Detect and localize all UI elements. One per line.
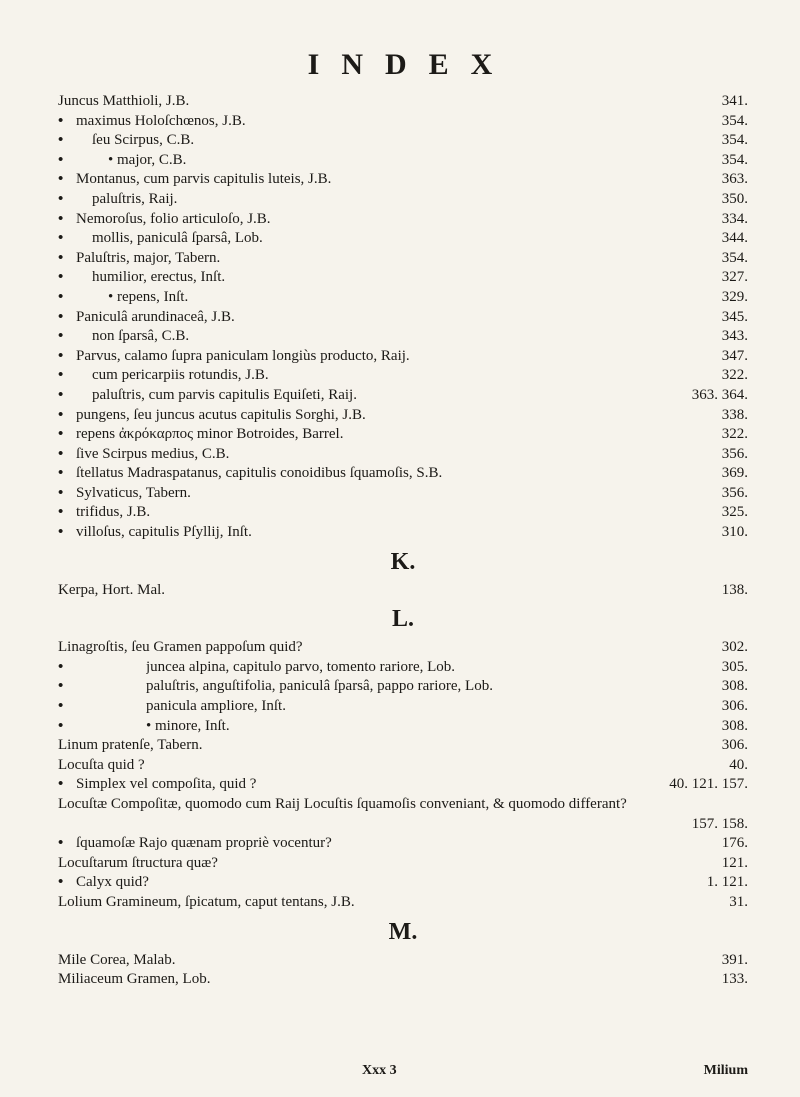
index-entry (58, 112, 748, 132)
page-reference: 176. (721, 835, 748, 852)
index-entry (58, 736, 748, 756)
page-reference: 306. (721, 737, 748, 754)
entry-text: Paniculâ arundinaceâ, J.B. (76, 308, 235, 325)
index-entry (58, 523, 748, 543)
entry-text: juncea alpina, capitulo parvo, tomento rariore, Lob. (146, 658, 456, 675)
entry-text: Sylvaticus, Tabern. (76, 484, 191, 501)
entry-text: Mile Corea, Malab. (58, 951, 176, 968)
page-reference: 363. (721, 171, 748, 188)
ditto-mark: • (58, 151, 64, 168)
entry-text: Simplex vel compoſita, quid ? (76, 776, 257, 793)
page-reference: 40. 121. 157. (669, 776, 748, 793)
entry-text: paluſtris, Raij. (92, 190, 178, 207)
ditto-mark: • (58, 465, 64, 482)
index-entry (58, 970, 748, 990)
entry-text: Kerpa, Hort. Mal. (58, 581, 166, 598)
page-title: INDEX (307, 48, 515, 81)
index-entry (58, 308, 748, 328)
index-entry (58, 151, 748, 171)
entry-text: Locuſtarum ſtructura quæ? (58, 854, 218, 871)
index-entry (58, 658, 748, 678)
entry-text: Locuſtæ Compoſitæ, quomodo cum Raij Locuſtis ſquamoſis conveniant, & quomodo differant? (58, 796, 627, 812)
index-entry (58, 756, 748, 776)
page-reference: 308. (721, 678, 748, 695)
ditto-mark: • (58, 504, 64, 521)
section-letter: K. (390, 548, 416, 575)
page-reference: 306. (721, 698, 748, 715)
ditto-mark: • (58, 835, 64, 852)
ditto-mark: • (58, 386, 64, 403)
entry-text: Paluſtris, major, Tabern. (76, 249, 221, 266)
ditto-mark: • (58, 524, 64, 541)
index-entry (58, 327, 748, 347)
page-reference: 356. (721, 484, 748, 501)
entry-text: paluſtris, anguſtifolia, paniculâ ſparsâ, pappo rariore, Lob. (146, 678, 493, 695)
index-entry (58, 229, 748, 249)
page-reference: 305. (721, 658, 748, 675)
ditto-mark: • (58, 132, 64, 149)
entry-text: Miliaceum Gramen, Lob. (58, 971, 211, 988)
ditto-mark: • (58, 347, 64, 364)
page-reference: 391. (721, 951, 748, 968)
signature-mark: Xxx 3 (362, 1063, 397, 1078)
index-entry (58, 854, 748, 874)
page-reference: 133. (721, 971, 748, 988)
ditto-mark: • (58, 190, 64, 207)
index-entry (58, 464, 748, 484)
page-reference: 138. (721, 581, 748, 598)
page-reference: 354. (721, 112, 748, 129)
index-entry (58, 425, 748, 445)
ditto-mark: • (58, 698, 64, 715)
entry-text: Lolium Gramineum, ſpicatum, caput tentans, J.B. (58, 893, 355, 910)
page-reference: 325. (721, 504, 748, 521)
ditto-mark: • (58, 230, 64, 247)
page-reference: 341. (721, 93, 748, 109)
ditto-mark: • (58, 210, 64, 227)
entry-text: mollis, paniculâ ſparsâ, Lob. (92, 230, 263, 247)
ditto-mark: • (58, 112, 64, 129)
index-entry (58, 131, 748, 151)
index-entry (58, 775, 748, 795)
ditto-mark: • (58, 874, 64, 891)
entry-text: humilior, erectus, Inſt. (92, 269, 226, 286)
page-reference: 354. (721, 151, 748, 168)
index-entry (58, 677, 748, 697)
page-reference: 334. (721, 210, 748, 227)
entry-text: maximus Holoſchœnos, J.B. (76, 112, 246, 129)
index-entry (58, 697, 748, 717)
page-reference: 322. (721, 426, 748, 443)
ditto-mark: • (58, 249, 64, 266)
page-reference: 121. (721, 854, 748, 871)
index-entry (58, 406, 748, 426)
index-entry (58, 951, 748, 971)
index-entry (58, 92, 748, 112)
entry-text: • major, C.B. (108, 151, 187, 168)
catchword: Milium (703, 1063, 748, 1078)
index-entry (58, 484, 748, 504)
page-reference: 369. (721, 465, 748, 482)
page-reference: 310. (721, 524, 748, 541)
index-entry (58, 347, 748, 367)
index-entry (58, 445, 748, 465)
page-reference: 354. (721, 249, 748, 266)
entry-text: Juncus Matthioli, J.B. (58, 93, 190, 109)
ditto-mark: • (58, 171, 64, 188)
page-footer (0, 1061, 800, 1081)
page-reference: 363. 364. (691, 386, 748, 403)
page-reference: 1. 121. (706, 874, 748, 891)
index-entry (58, 268, 748, 288)
entry-text: trifidus, J.B. (76, 504, 151, 521)
entry-text: Nemoroſus, folio articuloſo, J.B. (76, 210, 271, 227)
entry-text: non ſparsâ, C.B. (92, 328, 190, 345)
entry-text: Montanus, cum parvis capitulis luteis, J.B. (76, 171, 332, 188)
entry-text: villoſus, capitulis Pſyllij, Inſt. (76, 524, 252, 541)
entry-text: ſquamoſæ Rajo quænam propriè vocentur? (76, 835, 332, 852)
index-entry (58, 581, 748, 601)
page-reference: 329. (721, 288, 748, 305)
entry-text: ſtellatus Madraspatanus, capitulis conoidibus ſquamoſis, S.B. (76, 465, 443, 482)
entry-text: cum pericarpiis rotundis, J.B. (92, 367, 269, 384)
page-reference: 40. (729, 756, 748, 773)
entry-text: Locuſta quid ? (58, 756, 145, 773)
ditto-mark: • (58, 484, 64, 501)
page-reference: 308. (721, 717, 748, 734)
page-reference: 354. (721, 132, 748, 149)
index-entry (58, 893, 748, 913)
entry-text: pungens, ſeu juncus acutus capitulis Sorghi, J.B. (76, 406, 366, 423)
index-entry (58, 717, 748, 737)
ditto-mark: • (58, 406, 64, 423)
ditto-mark: • (58, 776, 64, 793)
index-entry (58, 249, 748, 269)
entry-text: ſive Scirpus medius, C.B. (76, 445, 230, 462)
entry-text: Linum pratenſe, Tabern. (58, 737, 203, 754)
index-entry (58, 386, 748, 406)
ditto-mark: • (58, 308, 64, 325)
index-entry (58, 815, 748, 835)
index-entry (58, 366, 748, 386)
entry-text: Linagroſtis, ſeu Gramen pappoſum quid? (58, 639, 303, 656)
entry-text: panicula ampliore, Inſt. (146, 698, 286, 715)
page-reference: 157. 158. (691, 815, 748, 832)
entry-text: repens ἀκρόκαρπος minor Botroides, Barrel. (76, 426, 344, 443)
section-letter: M. (388, 918, 418, 945)
page-reference: 344. (721, 230, 748, 247)
ditto-mark: • (58, 426, 64, 443)
ditto-mark: • (58, 445, 64, 462)
section-letter: L. (391, 606, 414, 633)
index-entries (58, 92, 748, 990)
page-reference: 302. (721, 639, 748, 656)
page-reference: 31. (729, 893, 748, 910)
page-reference: 338. (721, 406, 748, 423)
page-reference: 350. (721, 190, 748, 207)
entry-text: • minore, Inſt. (146, 717, 230, 734)
index-entry (58, 190, 748, 210)
ditto-mark: • (58, 288, 64, 305)
page-reference: 327. (721, 269, 748, 286)
entry-text: • repens, Inſt. (108, 288, 189, 305)
index-entry (58, 873, 748, 893)
entry-text: paluſtris, cum parvis capitulis Equiſeti, Raij. (92, 386, 357, 403)
ditto-mark: • (58, 328, 64, 345)
page-reference: 347. (721, 347, 748, 364)
ditto-mark: • (58, 717, 64, 734)
entry-text: Parvus, calamo ſupra paniculam longiùs producto, Raij. (76, 347, 410, 364)
page-reference: 322. (721, 367, 748, 384)
index-entry (58, 210, 748, 230)
ditto-mark: • (58, 367, 64, 384)
page-reference: 343. (721, 328, 748, 345)
index-entry (58, 795, 748, 815)
index-entry (58, 638, 748, 658)
index-entry (58, 288, 748, 308)
index-entry (58, 170, 748, 190)
entry-text: ſeu Scirpus, C.B. (92, 132, 195, 149)
entry-text: Calyx quid? (76, 874, 149, 891)
ditto-mark: • (58, 658, 64, 675)
ditto-mark: • (58, 678, 64, 695)
index-entry (58, 503, 748, 523)
index-entry (58, 834, 748, 854)
page-reference: 356. (721, 445, 748, 462)
ditto-mark: • (58, 269, 64, 286)
page-reference: 345. (721, 308, 748, 325)
